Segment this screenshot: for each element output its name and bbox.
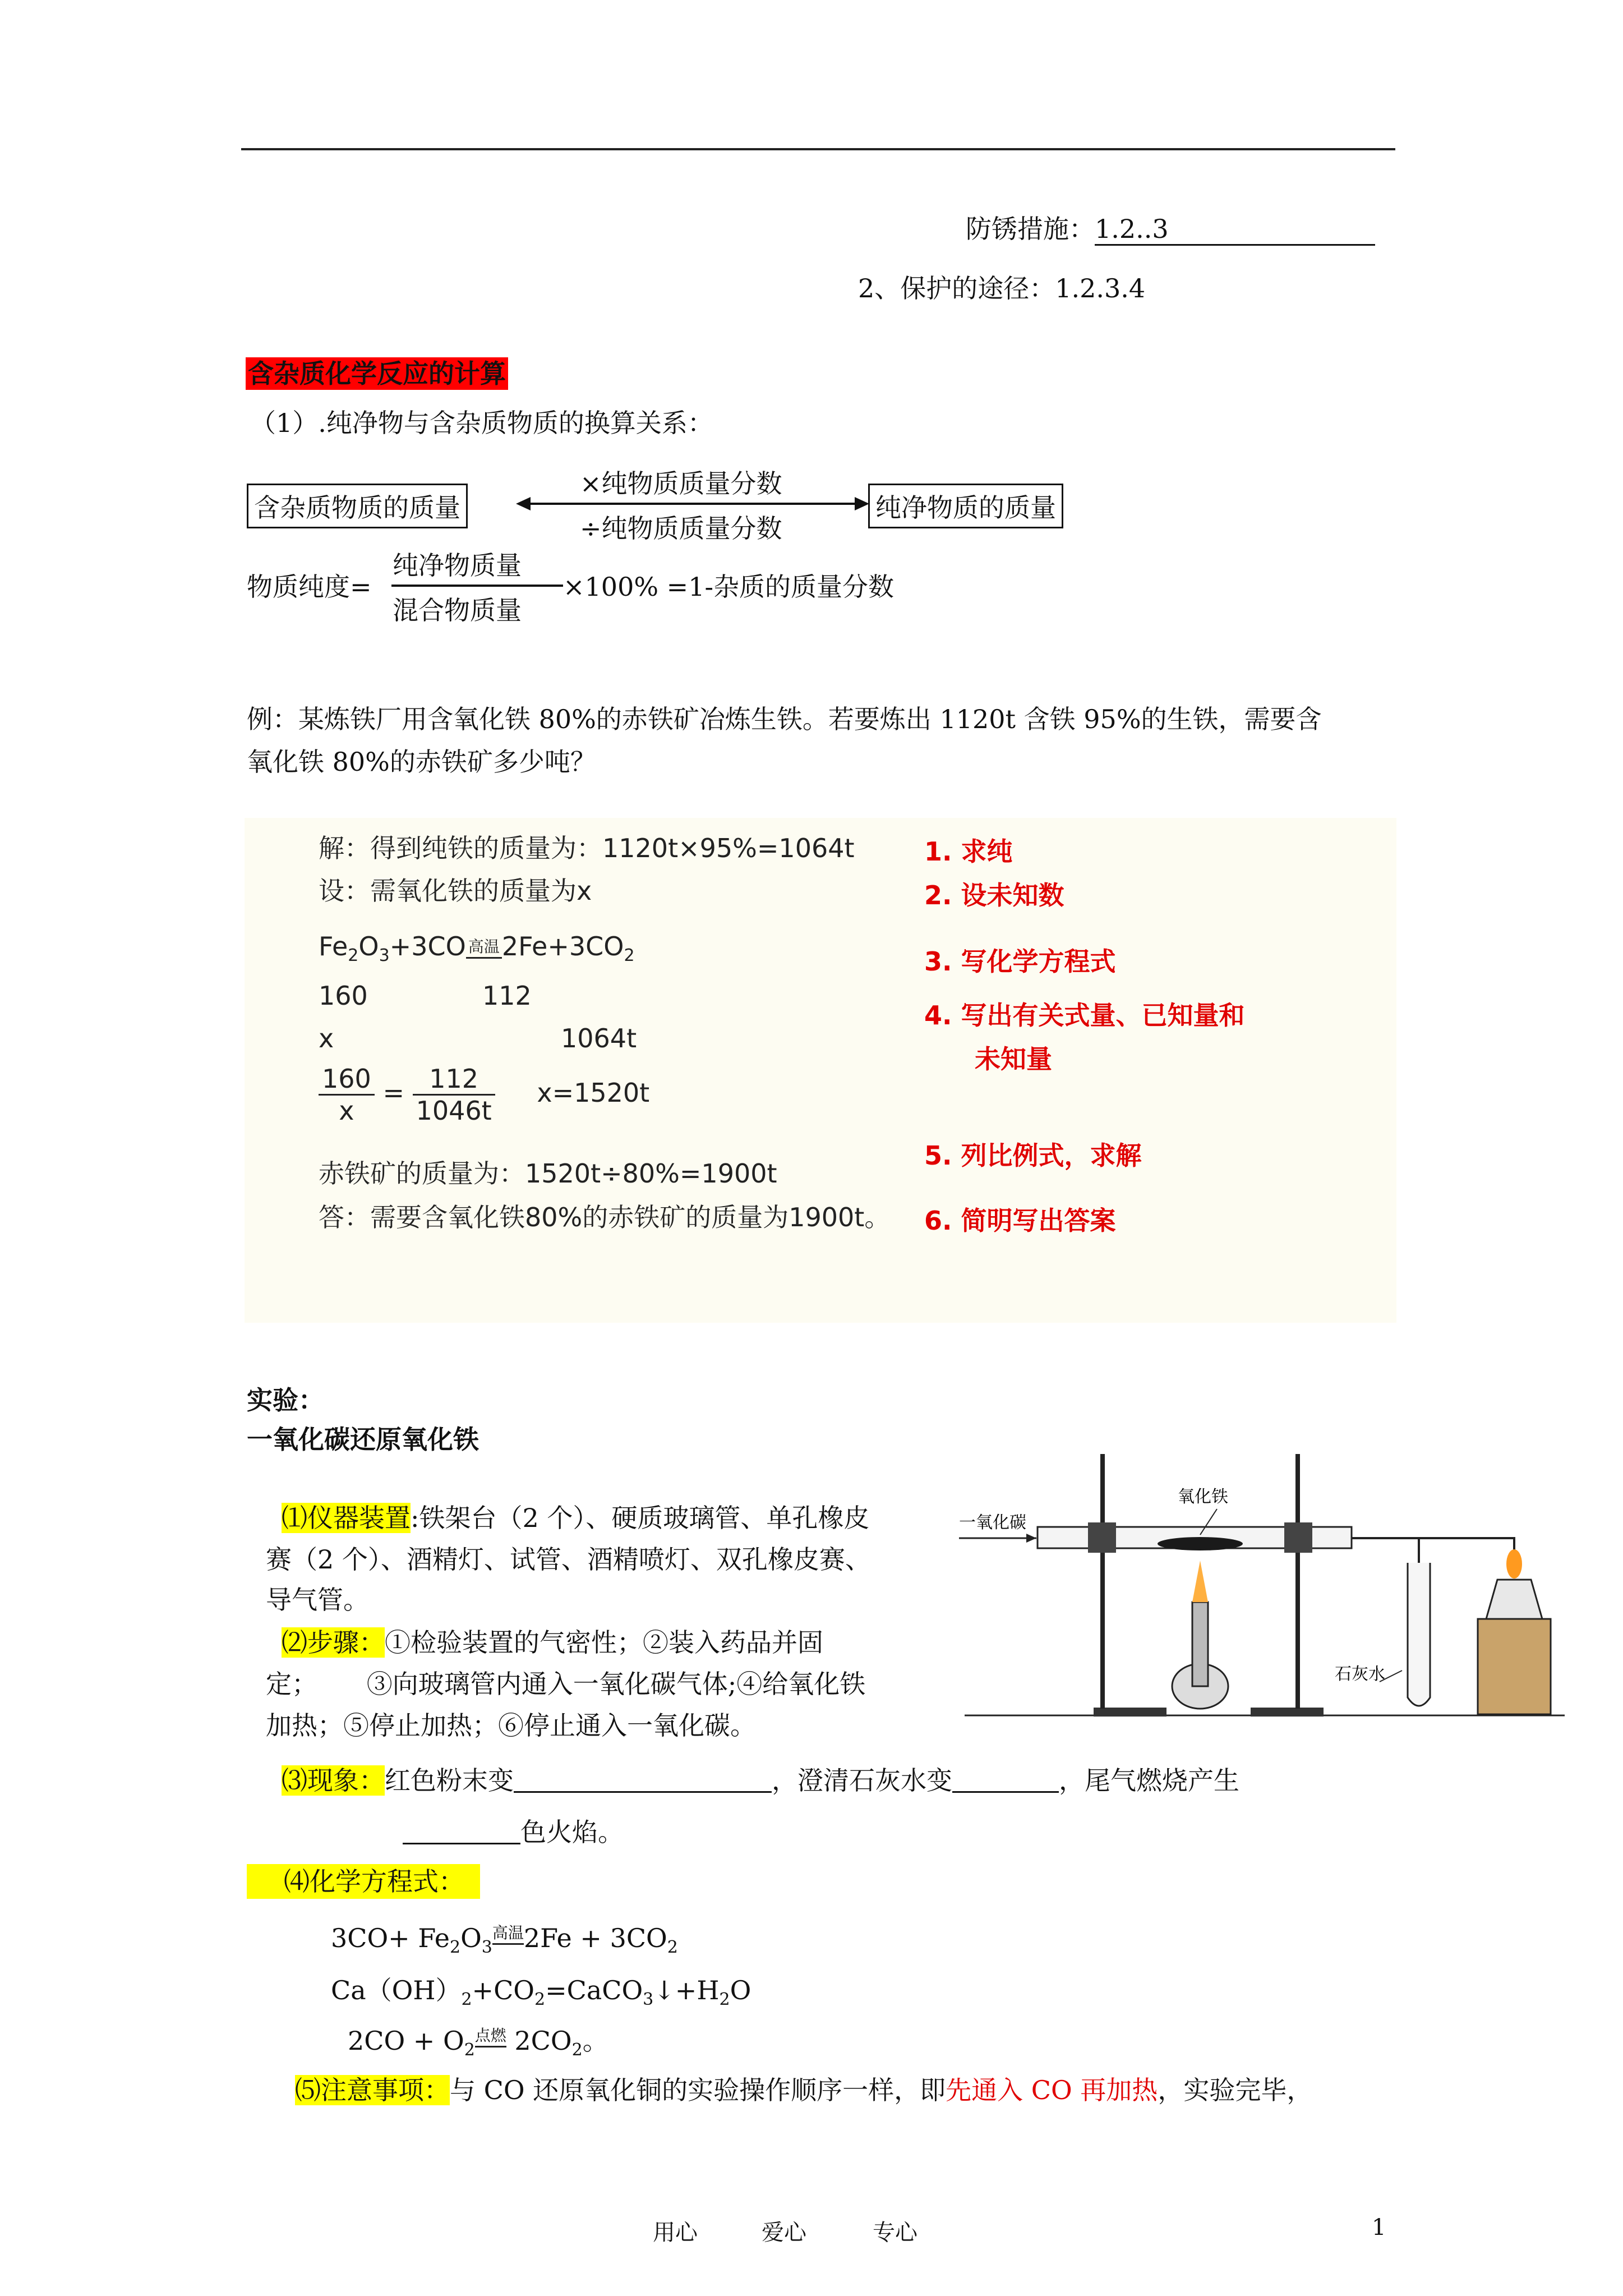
arrow-bottom-label: ÷纯物质质量分数	[580, 513, 782, 544]
blank-2[interactable]	[952, 1769, 1059, 1793]
solution-line-2: 设：需氧化铁的质量为x	[319, 876, 592, 906]
double-arrow	[516, 493, 869, 515]
footer-zhuanxin: 专心	[873, 2220, 917, 2246]
experiment-subtitle: 一氧化碳还原氧化铁	[247, 1424, 479, 1455]
steps-line-2: 定； ③向玻璃管内通入一氧化碳气体;④给氧化铁	[266, 1669, 866, 1699]
label-co: 一氧化碳	[959, 1513, 1026, 1533]
footer-aixin: 爱心	[762, 2220, 806, 2246]
purity-label: 物质纯度=	[247, 572, 372, 602]
test-tube	[1408, 1563, 1430, 1706]
label-limewater: 石灰水	[1335, 1664, 1385, 1684]
equation-3: $2CO + O_2$ 点燃 $2CO_2$。	[348, 2021, 608, 2060]
alcohol-lamp	[1486, 1580, 1542, 1619]
wood-block	[1478, 1619, 1551, 1714]
example-line-1: 例：某炼铁厂用含氧化铁 80%的赤铁矿冶炼生铁。若要炼出 1120t 含铁 95%的生铁，需要含	[247, 704, 1322, 734]
blank-1[interactable]	[514, 1769, 772, 1793]
equation-label: ⑷化学方程式：	[247, 1861, 480, 1898]
steps-line-1: ⑵步骤：①检验装置的气密性；②装入药品并固	[282, 1627, 823, 1658]
solution-line-1: 解：得到纯铁的质量为：1120t×95%=1064t	[319, 833, 855, 863]
solution-equation: $Fe_2O_3+3CO$ 高温 $2Fe+3CO_2$	[319, 931, 635, 965]
anti-rust-value: 1.2..3	[1095, 214, 1375, 246]
footer-yongxin: 用心	[653, 2220, 698, 2246]
stand-base-right	[1251, 1708, 1324, 1717]
ore-mass-line: 赤铁矿的质量为：1520t÷80%=1900t	[319, 1158, 777, 1189]
ratio-x: x	[319, 1023, 334, 1053]
example-line-2: 氧化铁 80%的赤铁矿多少吨？	[247, 747, 596, 777]
stand-base-left	[1094, 1708, 1166, 1717]
step-1: 1. 求纯	[924, 836, 1013, 867]
phenomenon-line-1: ⑶现象：红色粉末变 ，澄清石灰水变 ，尾气燃烧产生	[282, 1765, 1239, 1796]
phenomenon-line-2: 色火焰。	[403, 1812, 624, 1849]
apparatus-figure	[953, 1451, 1576, 1748]
anti-rust-label: 防锈措施：	[966, 214, 1095, 244]
steps-line-3: 加热；⑤停止加热；⑥停止通入一氧化碳。	[266, 1710, 756, 1741]
box-impure-mass: 含杂质物质的质量	[247, 484, 468, 528]
apparatus-line-2: 赛（2 个）、酒精灯、试管、酒精喷灯、双孔橡皮赛、	[266, 1544, 871, 1575]
equation-1: $3CO+ Fe_2O_3$ 高温 $2Fe + 3CO_2$	[331, 1921, 678, 1957]
purity-denominator: 混合物质量	[393, 595, 522, 625]
answer-line: 答：需要含氧化铁80%的赤铁矿的质量为1900t。	[319, 1202, 891, 1232]
flame-right	[1506, 1549, 1522, 1579]
note-line: ⑸注意事项：与 CO 还原氧化铜的实验操作顺序一样，即先通入 CO 再加热，实验完毕，	[295, 2075, 1313, 2105]
step-6: 6. 简明写出答案	[924, 1205, 1116, 1236]
step-3: 3. 写化学方程式	[924, 946, 1116, 977]
experiment-title: 实验：	[247, 1385, 324, 1415]
ratio-112: 112	[482, 981, 532, 1011]
anti-rust-line	[966, 209, 1375, 246]
ratio-1064: 1064t	[561, 1023, 637, 1053]
section-subtitle: （1）.纯净物与含杂质物质的换算关系：	[250, 408, 713, 438]
proportion: $\frac{160}{x}$ = $\frac{112}{1046t}$ x=1520t	[319, 1064, 649, 1126]
equation-2: $Ca(OH)_2+CO_2=CaCO_3↓+H_2O$	[331, 1975, 751, 2009]
apparatus-line-3: 导气管。	[266, 1585, 369, 1615]
header-rule	[241, 148, 1395, 150]
ratio-160: 160	[319, 981, 368, 1011]
purity-fraction-bar	[391, 585, 563, 587]
purity-numerator: 纯净物质量	[393, 550, 522, 581]
iron-oxide-powder	[1158, 1537, 1243, 1550]
section-title: 含杂质化学反应的计算	[246, 353, 508, 390]
step-5: 5. 列比例式，求解	[924, 1140, 1142, 1171]
step-4: 4. 写出有关式量、已知量和	[924, 1000, 1245, 1030]
flame-burner	[1192, 1561, 1208, 1602]
reaction-condition: 高温	[466, 935, 502, 959]
box-pure-mass: 纯净物质的质量	[868, 484, 1063, 528]
step-2: 2. 设未知数	[924, 880, 1064, 910]
label-iron-oxide: 氧化铁	[1178, 1487, 1228, 1507]
purity-tail: ×100% =1-杂质的质量分数	[563, 572, 895, 602]
blank-3[interactable]	[403, 1820, 520, 1844]
arrow-top-label: ×纯物质质量分数	[580, 468, 782, 499]
protect-line: 2、保护的途径：1.2.3.4	[858, 273, 1146, 303]
step-4-cont: 未知量	[975, 1044, 1052, 1074]
page-number: 1	[1372, 2215, 1386, 2240]
apparatus-line-1: ⑴仪器装置:铁架台（2 个）、硬质玻璃管、单孔橡皮	[282, 1503, 870, 1533]
